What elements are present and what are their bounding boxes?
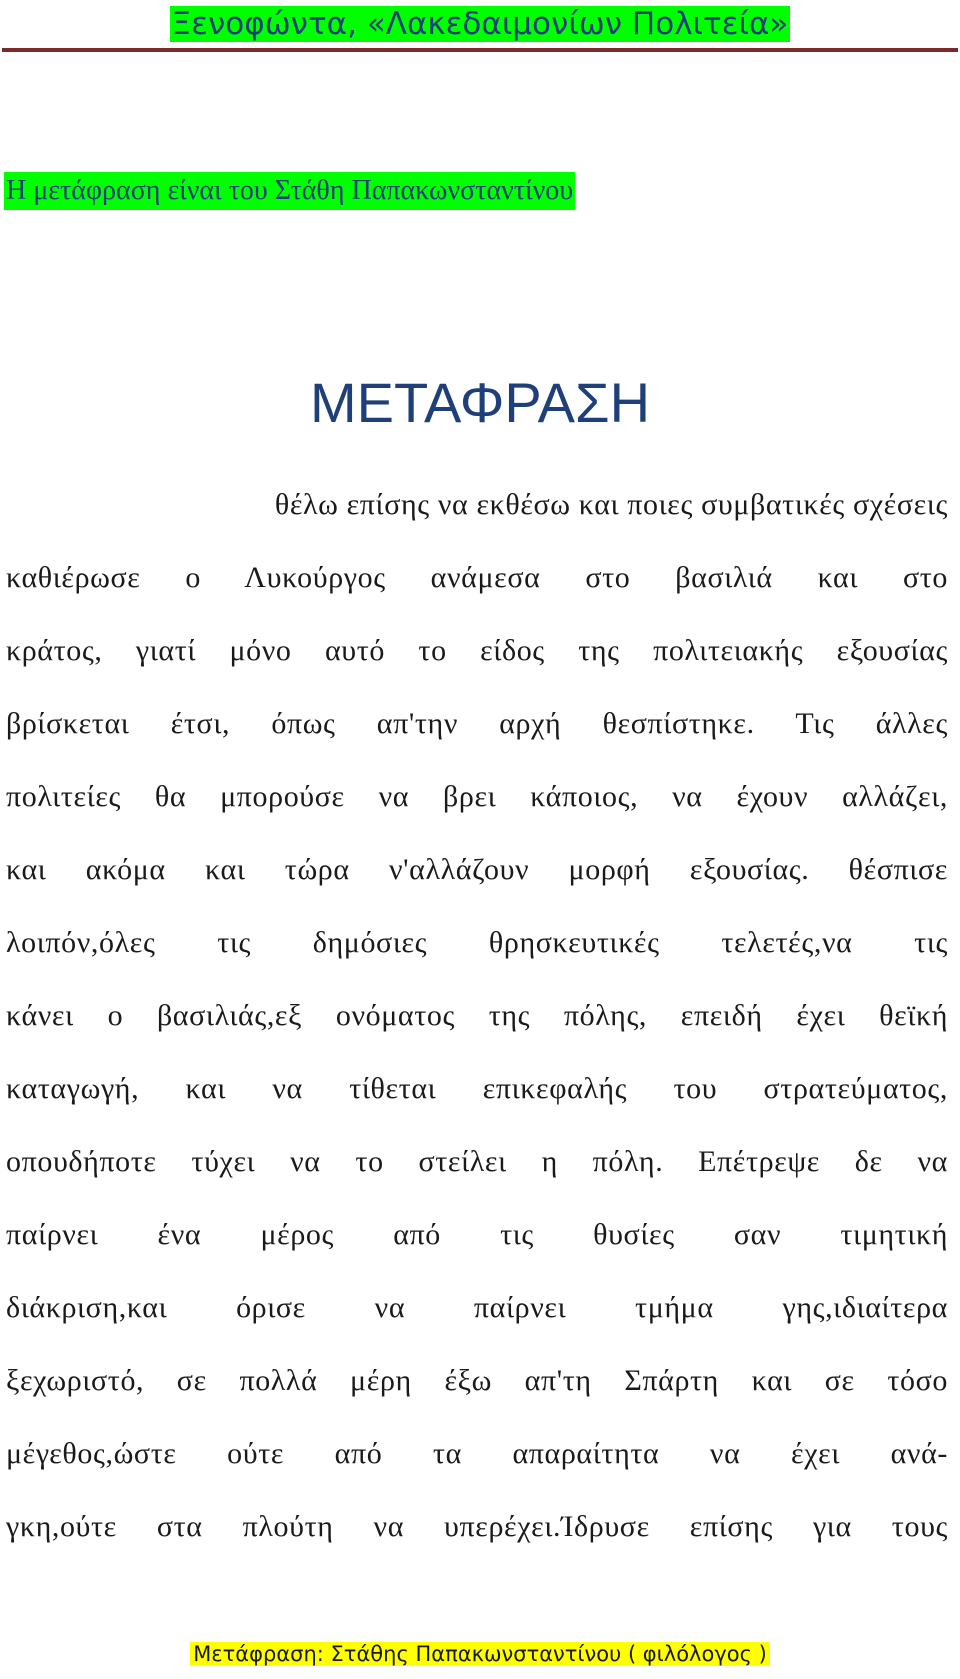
body-line: καθιέρωσε ο Λυκούργος ανάμεσα στο βασιλιά και στο xyxy=(6,561,948,594)
footer-note-text: Μετάφραση: Στάθης Παπακωνσταντίνου ( φιλόλογος ) xyxy=(190,1642,770,1666)
body-line: και ακόμα και τώρα ν'αλλάζουν μορφή εξουσίας. θέσπισε xyxy=(6,853,948,886)
body-line: πολιτείες θα μπορούσε να βρει κάποιος, να έχουν αλλάζει, xyxy=(6,780,948,813)
page-footer xyxy=(0,1639,960,1669)
body-line: βρίσκεται έτσι, όπως απ'την αρχή θεσπίστηκε. Τις άλλες xyxy=(6,707,948,740)
body-line: λοιπόν,όλες τις δημόσιες θρησκευτικές τελετές,να τις xyxy=(6,926,948,959)
body-line: διάκριση,και όρισε να παίρνει τμήμα γης,ιδιαίτερα xyxy=(6,1291,948,1324)
body-line: καταγωγή, και να τίθεται επικεφαλής του στρατεύματος, xyxy=(6,1072,948,1105)
body-text xyxy=(6,468,948,1563)
body-line: ξεχωριστό, σε πολλά μέρη έξω απ'τη Σπάρτη και σε τόσο xyxy=(6,1364,948,1397)
translator-note: Η μετάφραση είναι του Στάθη Παπακωνσταντίνου xyxy=(4,172,575,210)
body-line: γκη,ούτε στα πλούτη να υπερέχει.Ίδρυσε επίσης για τους xyxy=(6,1510,948,1543)
body-line: θέλω επίσης να εκθέσω και ποιες συμβατικές σχέσεις xyxy=(274,488,948,521)
section-heading: ΜΕΤΑΦΡΑΣΗ xyxy=(309,371,651,434)
page-header-title xyxy=(0,4,960,44)
body-line: παίρνει ένα μέρος από τις θυσίες σαν τιμητική xyxy=(6,1218,948,1251)
body-line: κάνει ο βασιλιάς,εξ ονόματος της πόλης, επειδή έχει θεϊκή xyxy=(6,999,948,1032)
body-line: οπουδήποτε τύχει να το στείλει η πόλη. Επέτρεψε δε να xyxy=(6,1145,948,1178)
header-divider xyxy=(2,48,958,52)
body-line: κράτος, γιατί μόνο αυτό το είδος της πολιτειακής εξουσίας xyxy=(6,634,948,667)
body-line: μέγεθος,ώστε ούτε από τα απαραίτητα να έχει ανά- xyxy=(6,1437,948,1470)
header-title-text: Ξενοφώντα, «Λακεδαιμονίων Πολιτεία» xyxy=(171,6,789,42)
